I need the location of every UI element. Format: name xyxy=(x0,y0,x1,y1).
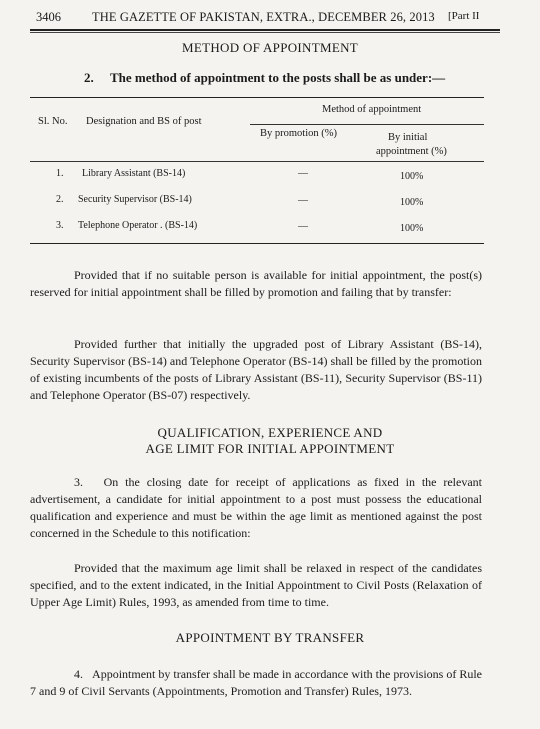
row-promotion: — xyxy=(298,195,308,206)
row-initial: 100% xyxy=(400,171,424,182)
page-number: 3406 xyxy=(36,10,61,24)
para-2-number: 2. xyxy=(84,70,94,85)
table-header-rule xyxy=(30,161,484,162)
col-initial-line2: appointment (%) xyxy=(376,146,447,157)
row-promotion: — xyxy=(298,221,308,232)
table-bottom-rule xyxy=(30,243,484,244)
para-3-text: On the closing date for receipt of applications as fixed in the relevant advertisement, a candidate for initial appointment to a post must possess the educational qualification and experience and must be within the age limit as mentioned against the post concerned in the Schedule to this notification: xyxy=(30,475,482,540)
qualification-heading-line2: AGE LIMIT FOR INITIAL APPOINTMENT xyxy=(145,441,395,456)
qualification-heading-line1: QUALIFICATION, EXPERIENCE AND xyxy=(157,425,383,440)
para-2 xyxy=(84,70,445,86)
row-promotion: — xyxy=(298,168,308,179)
table-method-rule xyxy=(250,124,484,125)
header-rule xyxy=(30,29,500,31)
row-initial: 100% xyxy=(400,197,424,208)
para-4 xyxy=(30,666,482,700)
col-designation: Designation and BS of post xyxy=(86,116,202,127)
row-designation: Telephone Operator . (BS-14) xyxy=(78,220,198,231)
row-sl: 1. xyxy=(56,168,64,179)
row-designation: Library Assistant (BS-14) xyxy=(82,168,186,179)
proviso-first xyxy=(30,267,482,301)
col-method: Method of appointment xyxy=(322,104,422,115)
proviso-second-text: Provided further that initially the upgraded post of Library Assistant (BS-14), Security Supervisor (BS-14) and Telephone Operator (BS-14) shall be filled by the promotion of existing incumbents of the posts of Library Assistant (BS-11), Security Supervisor (BS-11) and Telephone Operator (BS-07) respectively. xyxy=(30,337,482,402)
col-sl: Sl. No. xyxy=(38,116,68,127)
age-proviso xyxy=(30,560,482,611)
gazette-title: THE GAZETTE OF PAKISTAN, EXTRA., DECEMBER 26, 2013 xyxy=(92,10,435,24)
table-top-rule xyxy=(30,97,484,98)
header-rule-thin xyxy=(30,32,500,33)
para-3 xyxy=(30,474,482,542)
row-designation: Security Supervisor (BS-14) xyxy=(78,194,192,205)
row-sl: 2. xyxy=(56,194,64,205)
col-initial-line1: By initial xyxy=(388,132,428,143)
page-header xyxy=(0,10,540,30)
para-4-text: Appointment by transfer shall be made in accordance with the provisions of Rule 7 and 9 of Civil Servants (Appointments, Promotion and Transfer) Rules, 1973. xyxy=(30,667,483,698)
para-2-text: The method of appointment to the posts shall be as under:— xyxy=(110,70,446,85)
row-sl: 3. xyxy=(56,220,64,231)
method-heading: METHOD OF APPOINTMENT xyxy=(181,40,359,55)
para-3-number: 3. xyxy=(74,475,83,489)
col-promotion: By promotion (%) xyxy=(260,128,337,139)
part-label: [Part II xyxy=(448,10,480,22)
proviso-second xyxy=(30,336,482,404)
proviso-first-text: Provided that if no suitable person is available for initial appointment, the post(s) reserved for initial appointment shall be filled by promotion and failing that by transfer: xyxy=(30,268,482,299)
age-proviso-text: Provided that the maximum age limit shall be relaxed in respect of the candidates specified, and to the extent indicated, in the Initial Appointment to Civil Posts (Relaxation of Upper Age Limit) Rules, 1993, as amended from time to time. xyxy=(30,561,482,609)
transfer-heading: APPOINTMENT BY TRANSFER xyxy=(175,630,365,645)
row-initial: 100% xyxy=(400,223,424,234)
para-4-number: 4. xyxy=(74,667,83,681)
